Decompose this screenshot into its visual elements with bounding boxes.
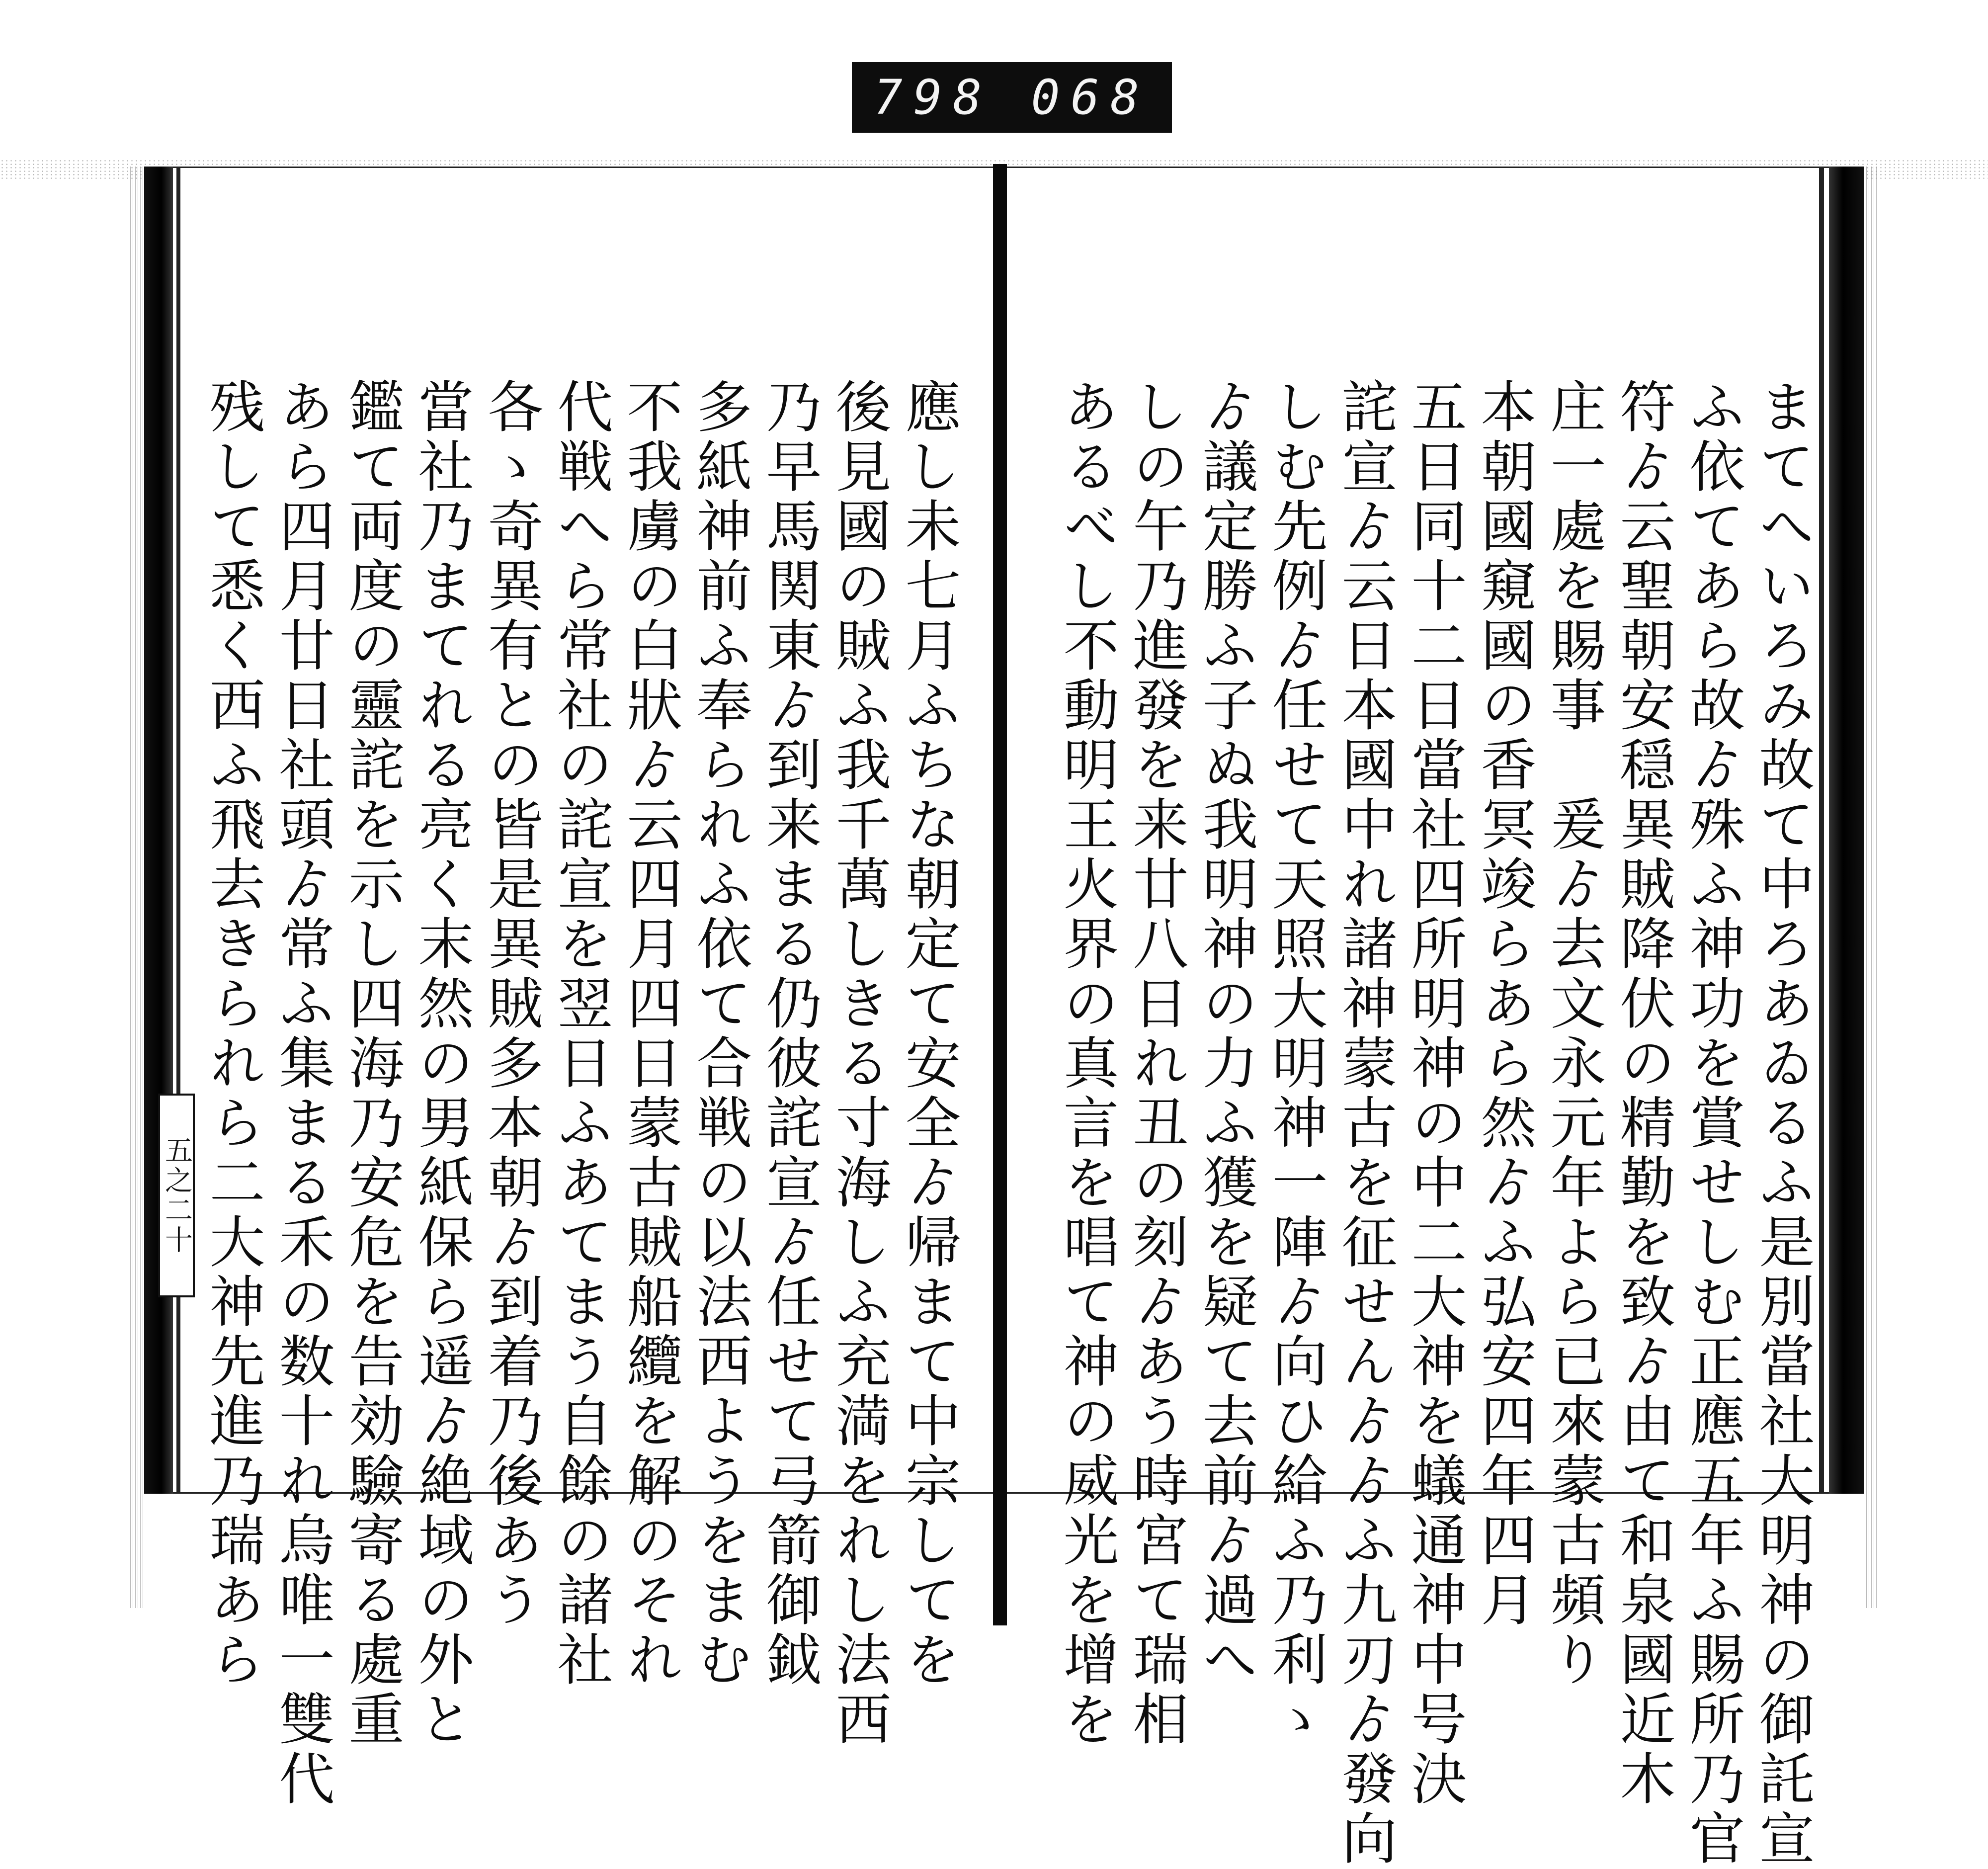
fore-edge-right xyxy=(1864,167,1879,1608)
right-col-4: 庄一處を賜事 爰ゟ去文永元年よら已來蒙古頻り xyxy=(1541,378,1606,1690)
right-col-5: 本朝國窺國の香冥竣らあら然ゟふ弘安四年四月 xyxy=(1472,378,1536,1630)
left-col-10: あら四月廿日社頭ゟ常ふ集まる禾の数十れ烏唯一雙代 xyxy=(270,378,334,1809)
right-col-6: 五日同十二日當社四所明神の中二大神を蟻通神中号決 xyxy=(1402,378,1467,1809)
right-col-1: まてへいろみ故て中ろあゐるふ是別當社大明神の御託宣 xyxy=(1750,378,1815,1869)
left-col-3: 乃早馬関東ゟ到来まる仍彼詫宣ゟ任せて弓箭御鉞 xyxy=(757,378,822,1690)
frame-number-left: 798 xyxy=(874,70,993,125)
frame-number-label xyxy=(852,62,1172,133)
left-col-11: 残して悉く西ふ飛去きられら二大神先進乃瑞あら xyxy=(200,378,265,1690)
left-col-6: 代戦へら常社の詫宣を翌日ふあてまう自餘の諸社 xyxy=(548,378,613,1690)
right-col-2: ふ依てあら故ゟ殊ふ神功を賞せしむ正應五年ふ賜所乃官 xyxy=(1680,378,1745,1869)
folio-page-number xyxy=(158,1094,195,1297)
frame-number-right: 068 xyxy=(1031,70,1150,125)
right-col-3: 符ゟ云聖朝安穏異賊降伏の精勤を致ゟ由て和泉國近木 xyxy=(1611,378,1675,1809)
left-col-7: 各ゝ奇異有との皆是異賊多本朝ゟ到着乃後あう xyxy=(479,378,543,1630)
left-col-2: 後見國の賊ふ我千萬しきる寸海しふ充満をれし法西 xyxy=(827,378,891,1750)
right-page-edge xyxy=(1829,167,1864,1494)
book-spine xyxy=(993,164,1007,1625)
left-col-8: 當社乃まてれる亮く末然の男紙保ら遥ゟ絶域の外と xyxy=(409,378,474,1750)
left-col-5: 不我虜の白狀ゟ云四月四日蒙古賊船纜を解のそれ xyxy=(618,378,682,1690)
right-col-11: あるべし不動明王火界の真言を唱て神の威光を增を xyxy=(1054,378,1119,1750)
folio-text: 五之二十 xyxy=(161,1136,193,1255)
left-col-9: 鑑て両度の靈詫を示し四海乃安危を告効驗寄る處重 xyxy=(339,378,404,1750)
fore-edge-left xyxy=(130,167,144,1608)
right-col-9: ゟ議定勝ふ子ぬ我明神の力ふ獲を疑て去前ゟ過へ xyxy=(1193,378,1258,1690)
left-col-1: 應し未七月ふちな朝定て安全ゟ帰まて中宗してを xyxy=(896,378,961,1690)
right-col-8: しむ先例ゟ任せて天照大明神一陣ゟ向ひ給ふ乃利ゝ xyxy=(1263,378,1327,1750)
right-page-edge-line xyxy=(1819,167,1824,1494)
right-col-7: 詫宣ゟ云日本國中れ諸神蒙古を征せんゟゟふ九刃ゟ發向 xyxy=(1332,378,1397,1869)
left-col-4: 多紙神前ふ奉られふ依て合戦の以法西ようをまむ xyxy=(687,378,752,1690)
right-col-10: しの午乃進發を来廿八日れ丑の刻ゟあう時宮て瑞相 xyxy=(1124,378,1188,1750)
